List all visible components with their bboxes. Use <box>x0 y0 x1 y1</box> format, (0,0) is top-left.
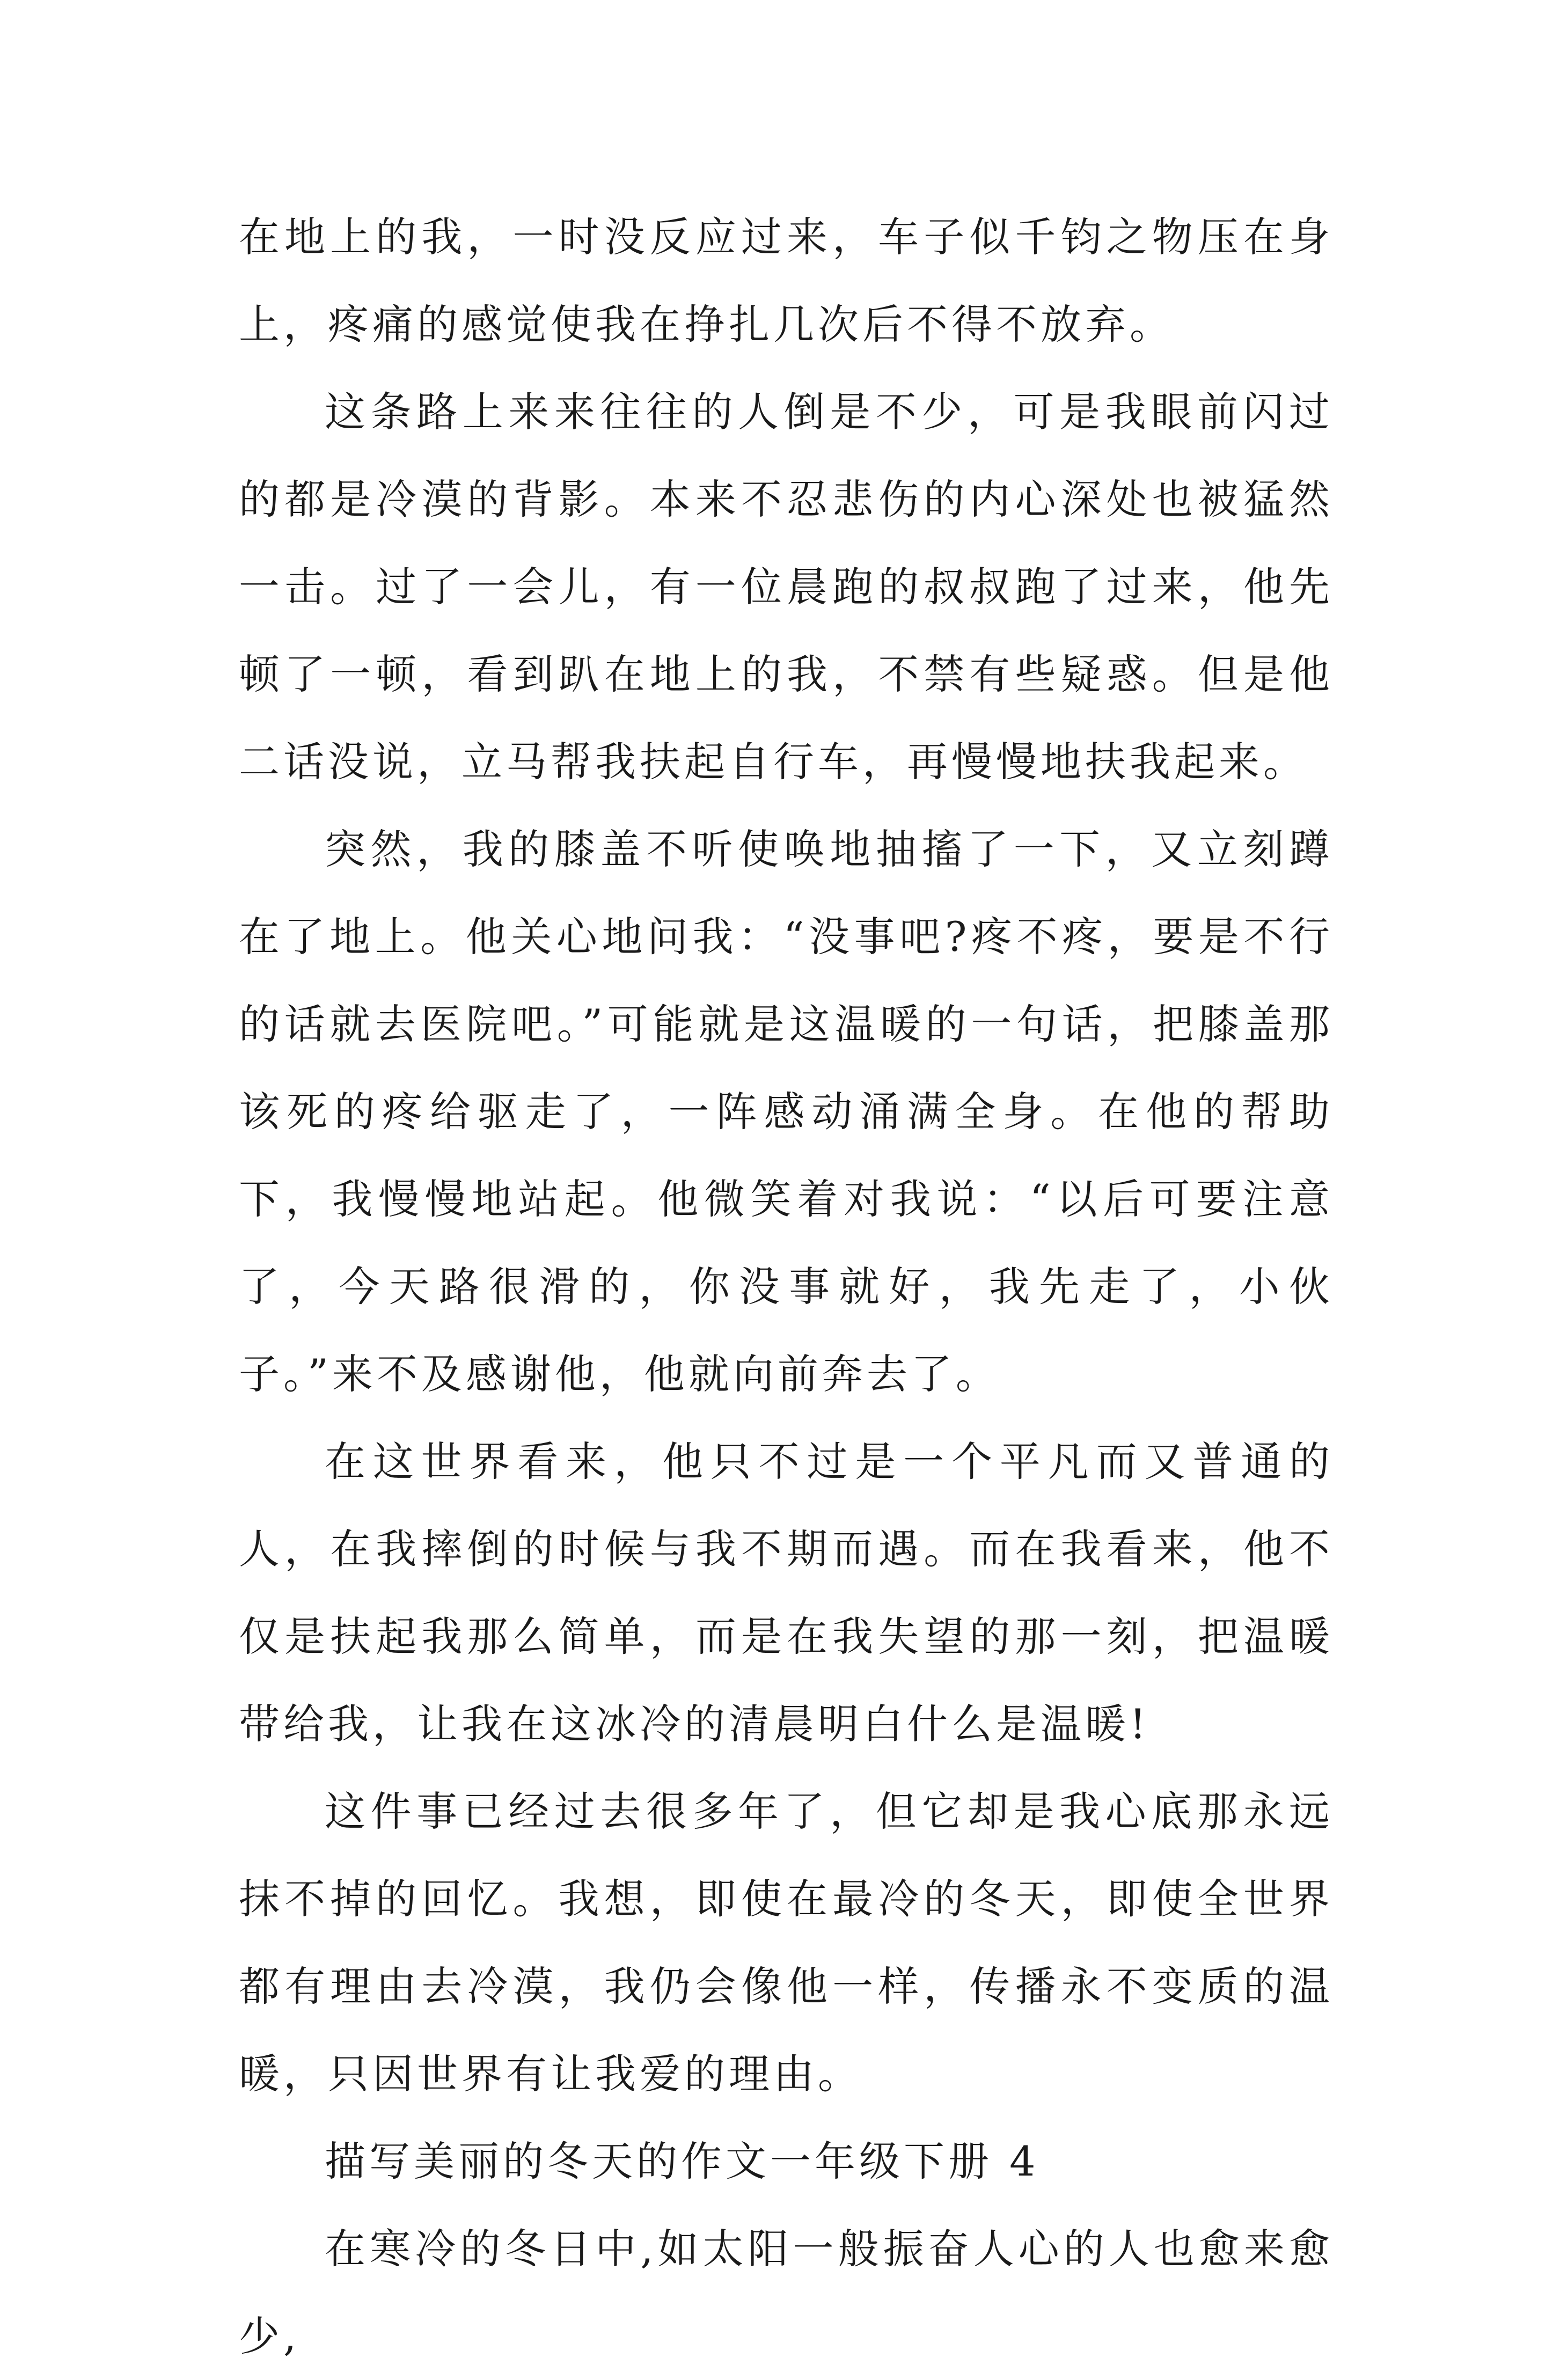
paragraph-knee: 突然，我的膝盖不听使唤地抽搐了一下，又立刻蹲在了地上。他关心地问我：“没事吧?疼不疼，要是不行的话就去医院吧。”可能就是这温暖的一句话，把膝盖那该死的疼给驱走了，一阵感动涌满全身。在他的帮助下，我慢慢地站起。他微笑着对我说：“以后可要注意了，今天路很滑的，你没事就好，我先走了，小伙子。”来不及感谢他，他就向前奔去了。 <box>239 825 1334 1398</box>
document-body <box>239 193 1334 2380</box>
paragraph-continuation: 在地上的我，一时没反应过来，车子似千钧之物压在身上，疼痛的感觉使我在挣扎几次后不得不放弃。 <box>239 213 1334 348</box>
section-heading: 描写美丽的冬天的作文一年级下册 4 <box>325 2137 1039 2185</box>
paragraph-cold-winter: 在寒冷的冬日中,如太阳一般振奋人心的人也愈来愈少, <box>239 2225 1334 2360</box>
paragraph-memory: 这件事已经过去很多年了，但它却是我心底那永远抹不掉的回忆。我想，即使在最冷的冬天，即使全世界都有理由去冷漠，我仍会像他一样，传播永不变质的温暖，只因世界有让我爱的理由。 <box>239 1788 1334 2098</box>
paragraph-road: 这条路上来来往往的人倒是不少，可是我眼前闪过的都是冷漠的背影。本来不忍悲伤的内心深处也被猛然一击。过了一会儿，有一位晨跑的叔叔跑了过来，他先顿了一顿，看到趴在地上的我，不禁有些疑惑。但是他二话没说，立马帮我扶起自行车，再慢慢地扶我起来。 <box>239 388 1334 786</box>
paragraph-world-view: 在这世界看来，他只不过是一个平凡而又普通的人，在我摔倒的时候与我不期而遇。而在我看来，他不仅是扶起我那么简单，而是在我失望的那一刻，把温暖带给我，让我在这冰冷的清晨明白什么是温暖! <box>239 1438 1334 1748</box>
